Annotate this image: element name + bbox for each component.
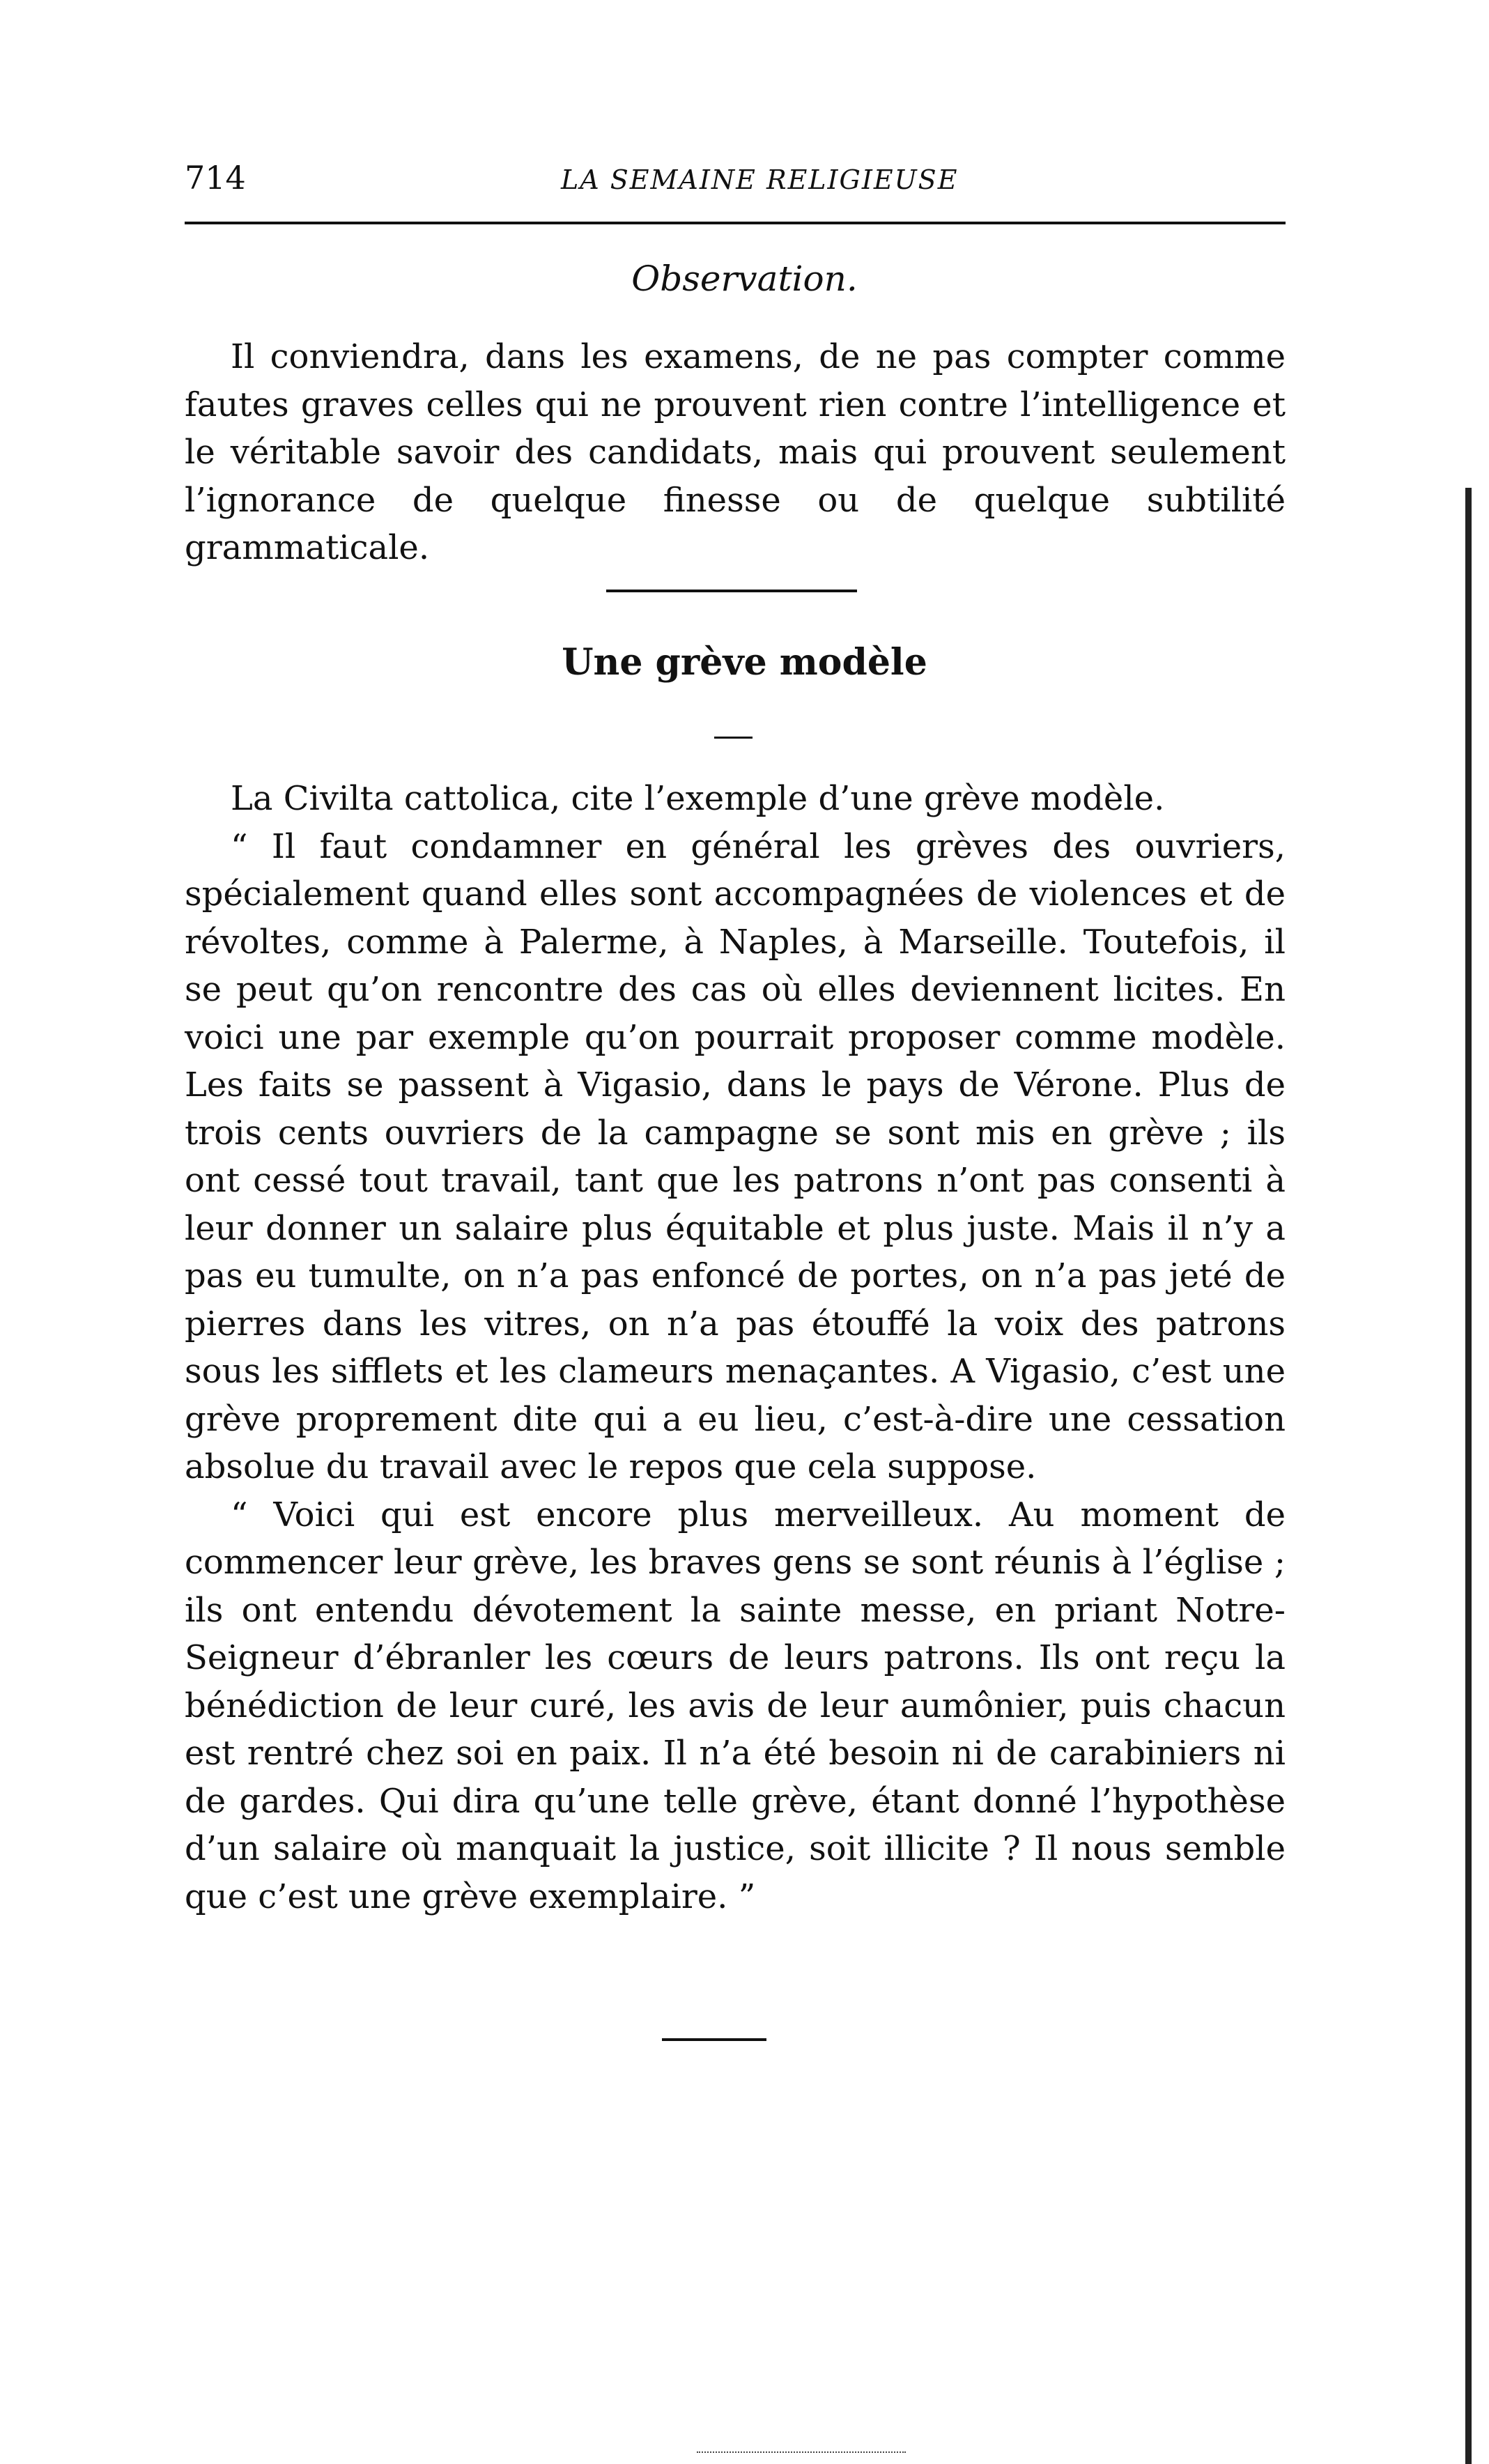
page-header: [185, 157, 1286, 206]
title-dash: [714, 737, 753, 739]
end-rule: [662, 2038, 766, 2041]
running-head: LA SEMAINE RELIGIEUSE: [561, 164, 959, 195]
page-number: 714: [185, 159, 246, 197]
paragraph: La Civilta cattolica, cite l’exemple d’une grève modèle.: [231, 779, 1165, 818]
observation-title: Observation.: [631, 259, 858, 299]
paragraph: “ Voici qui est encore plus merveilleux. Au moment de commencer leur grève, les braves gens se sont réunis à l’église ; ils ont entendu dévotement la sainte messe, en priant Notre-Seigneur d’ébranler les cœurs de leurs patrons. Ils ont reçu la bénédiction de leur curé, les avis de leur aumônier, puis chacun est rentré chez soi en paix. Il n’a été besoin ni de carabiniers ni de gardes. Qui dira qu’une telle grève, étant donné l’hypothèse d’un salaire où manquait la justice, soit illicite ? Il nous semble que c’est une grève exemplaire. ”: [185, 1495, 1286, 1916]
paragraph: “ Il faut condamner en général les grèves des ouvriers, spécialement quand elles sont accompagnées de violences et de révoltes, comme à Palerme, à Naples, à Marseille. Toutefois, il se peut qu’on rencontre des cas où elles deviennent licites. En voici une par exemple qu’on pourrait proposer comme modèle. Les faits se passent à Vigasio, dans le pays de Vérone. Plus de trois cents ouvriers de la campagne se sont mis en grève ; ils ont cessé tout travail, tant que les patrons n’ont pas consenti à leur donner un salaire plus équitable et plus juste. Mais il n’y a pas eu tumulte, on n’a pas enfoncé de portes, on n’a pas jeté de pierres dans les vitres, on n’a pas étouffé la voix des patrons sous les sifflets et les clameurs menaçantes. A Vigasio, c’est une grève proprement dite qui a eu lieu, c’est-à-dire une cessation absolue du travail avec le repos que cela suppose.: [185, 826, 1286, 1486]
article-title: Une grève modèle: [562, 641, 927, 684]
page-edge-shadow: [1465, 488, 1472, 2464]
observation-body: [185, 333, 1286, 572]
article-body: [185, 775, 1286, 1920]
header-rule: [185, 222, 1286, 224]
bottom-edge-marks: [697, 2451, 906, 2453]
paragraph: Il conviendra, dans les examens, de ne pas compter comme fautes graves celles qui ne prouvent rien contre l’intelligence et le véritable savoir des candidats, mais qui prouvent seulement l’ignorance de quelque finesse ou de quelque subtilité grammaticale.: [185, 337, 1286, 567]
section-divider: [606, 590, 857, 592]
